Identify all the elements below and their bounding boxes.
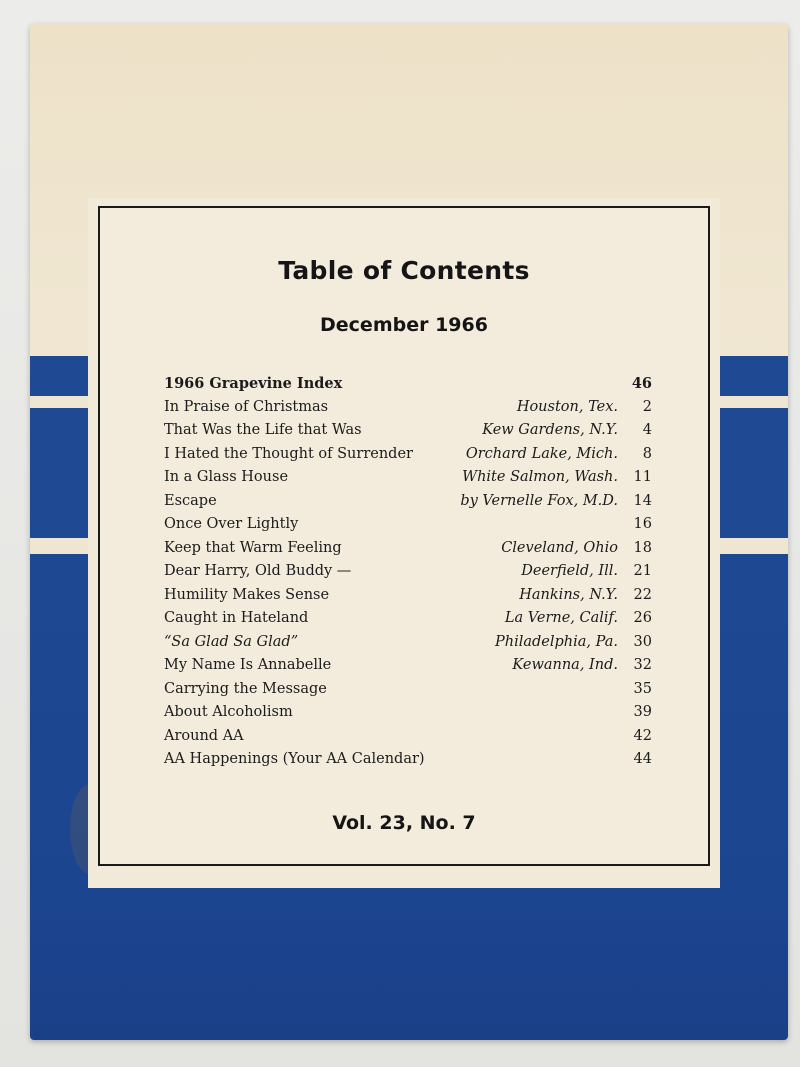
entry-title: That Was the Life that Was (164, 422, 362, 438)
entry-page-number: 30 (633, 633, 652, 650)
entry-page-number: 39 (633, 704, 652, 720)
entry-title: Dear Harry, Old Buddy — (164, 563, 352, 579)
blue-stripe-right (718, 408, 788, 538)
entry-page-number: 14 (633, 492, 652, 509)
volume-number: Vol. 23, No. 7 (332, 812, 476, 834)
entry-location: Philadelphia, Pa. (495, 633, 618, 650)
contents-entry (164, 748, 652, 772)
contents-entry (164, 372, 652, 396)
contents-entry (164, 701, 652, 725)
contents-entry (164, 443, 652, 467)
entry-title: “Sa Glad Sa Glad” (164, 633, 299, 650)
entry-title: In Praise of Christmas (164, 398, 329, 415)
entry-page-number: 8 (642, 445, 652, 462)
entry-location: Kew Gardens, N.Y. (482, 422, 618, 438)
blue-stripe-left (30, 408, 90, 538)
entry-title: In a Glass House (164, 469, 289, 485)
issue-date: December 1966 (320, 314, 488, 336)
entry-title: Keep that Warm Feeling (164, 539, 342, 556)
entry-title: My Name Is Annabelle (164, 657, 332, 673)
entry-page-number: 4 (642, 422, 652, 438)
entry-title: Escape (164, 492, 217, 509)
contents-entry (164, 584, 652, 608)
entry-title: Carrying the Message (164, 680, 327, 697)
contents-entry (164, 607, 652, 631)
contents-entry (164, 513, 652, 537)
entry-page-number: 2 (642, 398, 652, 415)
entry-title: 1966 Grapevine Index (164, 375, 343, 392)
entry-page-number: 22 (633, 586, 652, 603)
entry-title: Humility Makes Sense (164, 586, 330, 603)
contents-entry (164, 466, 652, 490)
contents-entry (164, 419, 652, 443)
entry-location: Houston, Tex. (516, 398, 618, 415)
entry-location: Hankins, N.Y. (519, 586, 618, 603)
entry-page-number: 18 (633, 539, 652, 556)
contents-entry (164, 725, 652, 749)
page-title: Table of Contents (278, 256, 530, 285)
entry-page-number: 42 (633, 727, 652, 744)
entry-title: Around AA (164, 727, 244, 744)
contents-entry (164, 490, 652, 514)
blue-stripe-left-top (30, 356, 90, 396)
entry-location: Cleveland, Ohio (501, 539, 618, 556)
magazine-back-cover (30, 24, 788, 1040)
contents-entry (164, 560, 652, 584)
entry-page-number: 16 (633, 516, 652, 532)
contents-entry (164, 678, 652, 702)
blue-stripe-right-top (718, 356, 788, 396)
contents-entry (164, 654, 652, 678)
contents-list (164, 372, 652, 772)
entry-location: by Vernelle Fox, M.D. (460, 492, 618, 509)
entry-page-number: 32 (633, 657, 652, 673)
entry-page-number: 46 (631, 375, 652, 392)
entry-location: Orchard Lake, Mich. (465, 445, 618, 462)
contents-entry (164, 631, 652, 655)
entry-page-number: 44 (633, 751, 652, 767)
contents-entry (164, 396, 652, 420)
entry-title: AA Happenings (Your AA Calendar) (164, 751, 425, 767)
entry-page-number: 11 (633, 469, 652, 485)
entry-page-number: 26 (633, 610, 652, 626)
entry-page-number: 35 (633, 680, 652, 697)
contents-entry (164, 537, 652, 561)
entry-title: Caught in Hateland (164, 610, 309, 626)
entry-location: Kewanna, Ind. (512, 657, 618, 673)
contents-panel (98, 206, 710, 866)
entry-title: Once Over Lightly (164, 516, 299, 532)
entry-location: La Verne, Calif. (504, 610, 618, 626)
entry-title: I Hated the Thought of Surrender (164, 445, 413, 462)
entry-title: About Alcoholism (164, 704, 293, 720)
entry-location: Deerfield, Ill. (521, 563, 618, 579)
entry-page-number: 21 (633, 563, 652, 579)
entry-location: White Salmon, Wash. (462, 469, 618, 485)
